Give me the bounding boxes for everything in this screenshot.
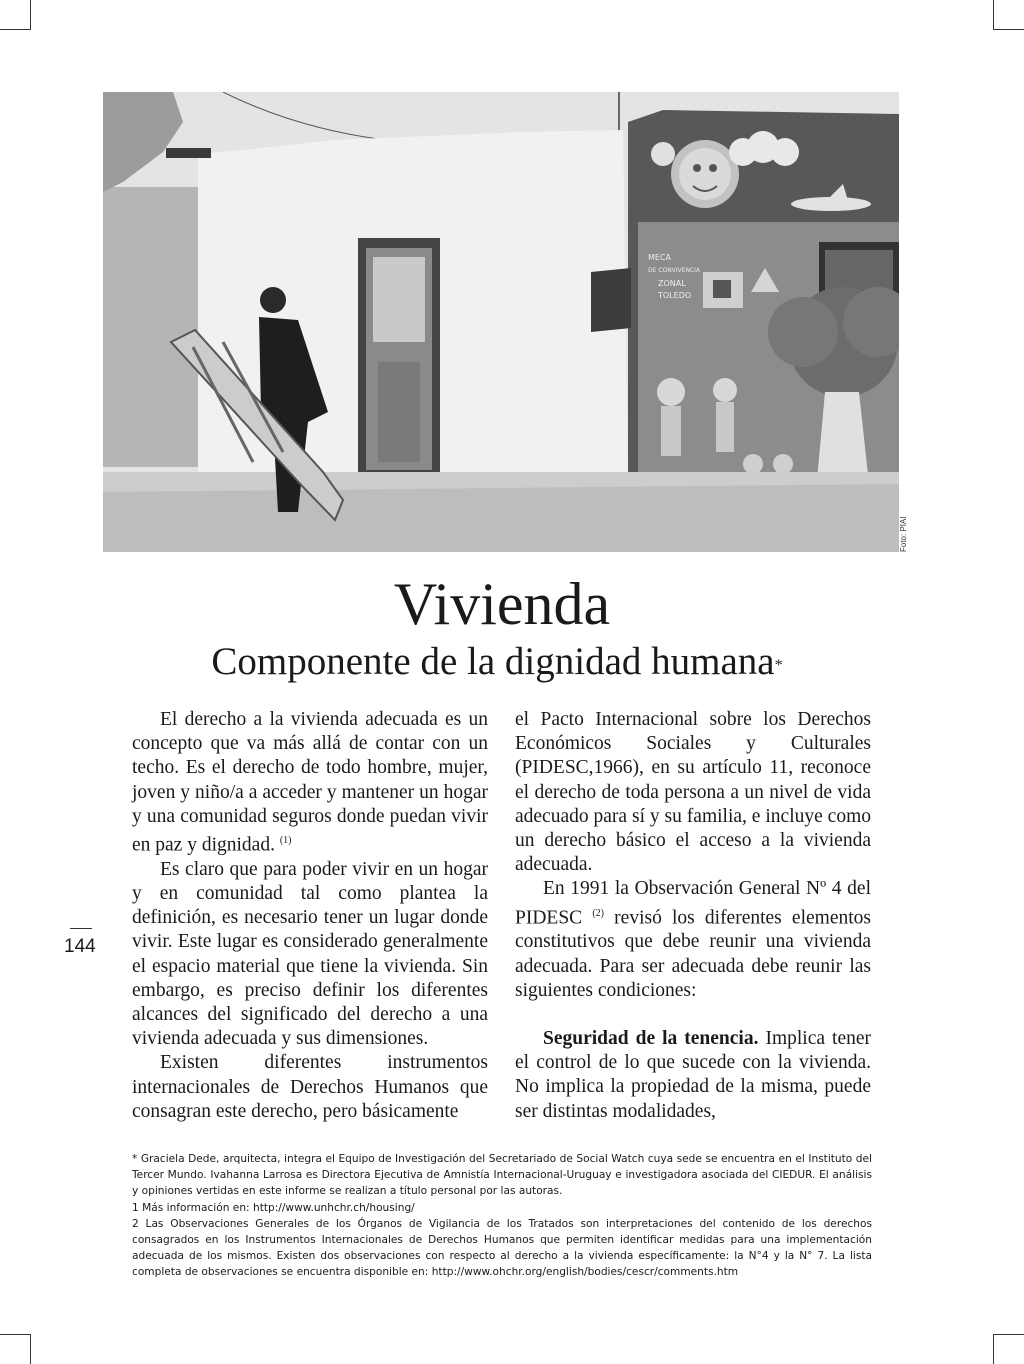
- crop-mark-bottom-right-v: [993, 1334, 994, 1364]
- crop-mark-top-right-v: [993, 0, 994, 30]
- left-column: [132, 708, 488, 1124]
- section-heading-tenencia: Seguridad de la tenencia.: [543, 1027, 759, 1049]
- footnote-ref-1: (1): [279, 835, 292, 847]
- page-number: 144: [64, 936, 96, 957]
- house-photo: [103, 92, 899, 552]
- subtitle-footnote-mark: *: [774, 657, 783, 674]
- photo-credit: Foto: PIAI: [899, 516, 908, 552]
- left-paragraph-2: Es claro que para poder vivir en un hogar y en comunidad tal como plantea la definición, es necesario tener un lugar donde vivir. Este lugar es considerado generalmente el espacio material que tiene la vivienda. Sin embargo, es preciso definir los diferentes alcances del significado del derecho a una vivienda adecuada y sus dimensiones.: [132, 858, 488, 1050]
- right-paragraph-3: [515, 1027, 871, 1124]
- crop-mark-bottom-right: [994, 1334, 1024, 1335]
- page-subtitle: [0, 636, 994, 688]
- right-paragraph-1: el Pacto Internacional sobre los Derechos Económicos Sociales y Culturales (PIDESC,1966), en su artículo 11, reconoce el derecho de toda persona a un nivel de vida adecuado para sí y su familia, e incluye como un derecho básico el acceso a la vivienda adecuada.: [515, 709, 871, 876]
- crop-mark-top-left: [0, 29, 30, 30]
- crop-mark-bottom-left: [0, 1334, 30, 1335]
- paragraph-gap: [515, 1003, 871, 1027]
- right-p3-text: Implica tener el control de lo que sucede con la vivienda. No implica la propiedad de la misma, puede ser distintas modalidades,: [515, 1027, 871, 1122]
- mural-text-line4: TOLEDO: [658, 291, 692, 300]
- right-paragraph-2: [515, 877, 871, 1003]
- left-paragraph-3: Existen diferentes instrumentos internacionales de Derechos Humanos que consagran este derecho, pero básicamente: [132, 1052, 488, 1122]
- page-title: Vivienda: [393, 571, 611, 637]
- page-number-rule: [70, 928, 92, 929]
- right-p2-text-a: En 1991 la Observación General Nº 4 del PIDESC: [515, 878, 871, 929]
- mural-text-line1: MECA: [648, 253, 672, 262]
- footnote-1: 1 Más información en: http://www.unhchr.ch/housing/: [132, 1201, 415, 1214]
- footnote-2: 2 Las Observaciones Generales de los Órganos de Vigilancia de los Tratados son interpretaciones del contenido de los derechos consagrados en los Instrumentos Internacionales de Derechos Humanos que permiten identificar medidas para una implementación adecuada de los mismos. Existen dos observaciones con respecto al derecho a la vivienda específicamente: la N°4 y la N° 7. La lista completa de observaciones se encuentra disponible en: http://www.ohchr.org/english/bodies/cescr/comments.htm: [132, 1217, 872, 1279]
- crop-mark-top-left-v: [30, 0, 31, 30]
- right-p2-text-b: revisó los diferentes elementos constitutivos que debe reunir una vivienda adecuada. Para ser adecuada debe reunir las siguientes condiciones:: [515, 907, 871, 1001]
- crop-mark-bottom-left-v: [30, 1334, 31, 1364]
- subtitle-text: Componente de la dignidad humana: [211, 640, 775, 683]
- left-paragraph-1: [132, 708, 488, 858]
- footnote-authors: * Graciela Dede, arquitecta, integra el Equipo de Investigación del Secretariado de Social Watch cuya sede se encuentra en el Instituto del Tercer Mundo. Ivahanna Larrosa es Directora Ejecutiva de Amnistía Internacional-Uruguay e investigadora asociada del CIEDUR. El análisis y opiniones vertidas en este informe se realizan a título personal por las autoras.: [132, 1153, 872, 1198]
- crop-mark-top-right: [994, 29, 1024, 30]
- mural-text-line3: ZONAL: [658, 279, 686, 288]
- right-column: [515, 708, 871, 1124]
- footnotes: [132, 1151, 872, 1281]
- left-p1-text: El derecho a la vivienda adecuada es un concepto que va más allá de contar con un techo. Es el derecho de todo hombre, mujer, joven y niño/a a acceder y mantener un hogar y una comunidad seguros donde puedan vivir en paz y dignidad.: [132, 709, 488, 856]
- mural-text-line2: DE CONVIVENCIA: [648, 267, 701, 274]
- footnote-ref-2: (2): [592, 907, 605, 919]
